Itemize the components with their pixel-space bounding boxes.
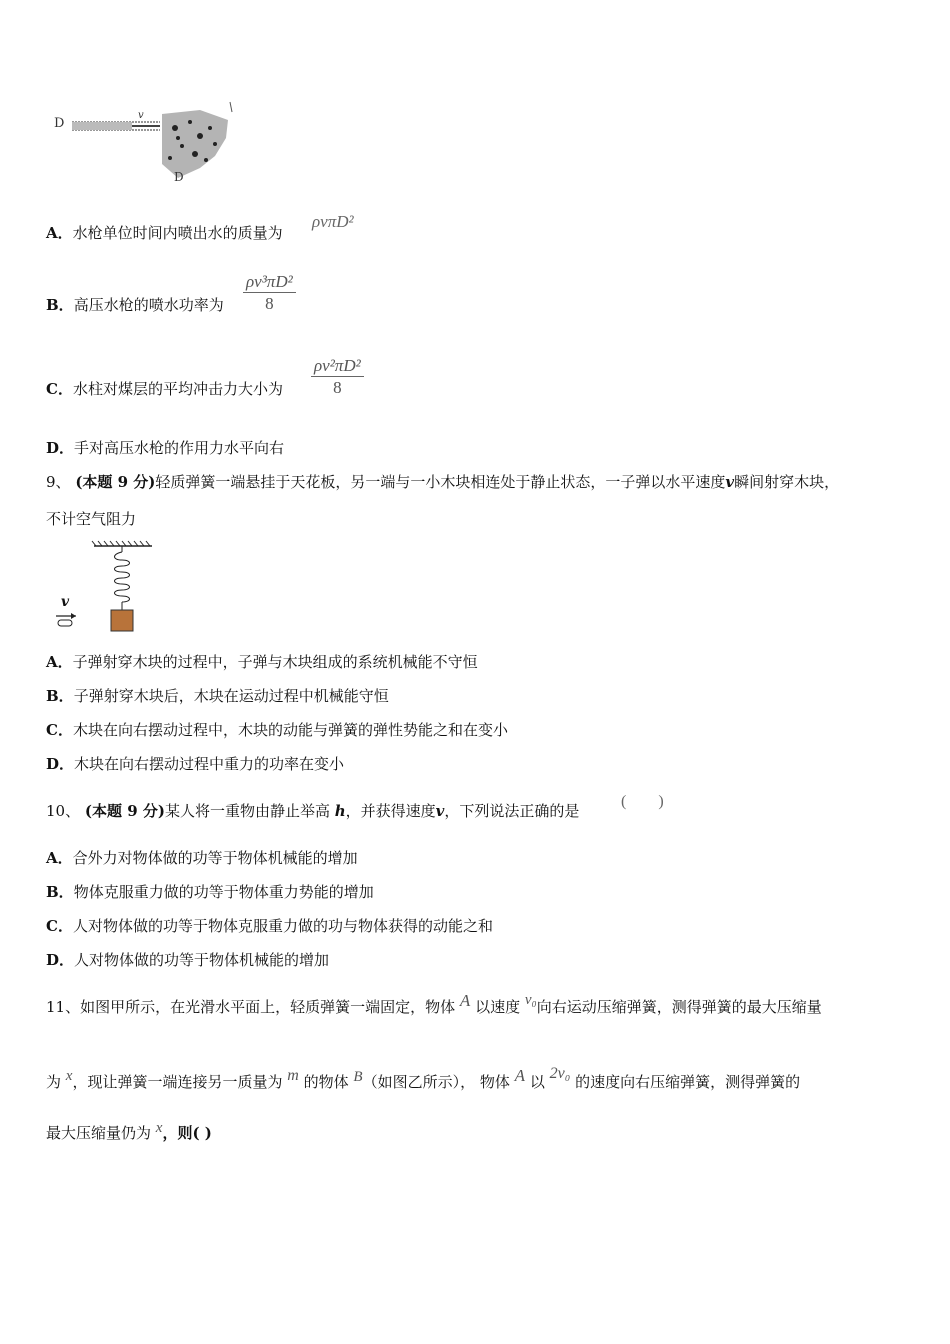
fig8-label-d-left: D bbox=[54, 116, 65, 131]
water-gun-drawing bbox=[50, 98, 240, 188]
object-a-symbol: A bbox=[514, 1066, 526, 1085]
q10-option-d bbox=[46, 949, 329, 971]
fig8-label-d-bottom: D bbox=[174, 170, 184, 184]
option-text: 人对物体做的功等于物体机械能的增加 bbox=[74, 951, 330, 969]
question-text: 的物体 bbox=[303, 1073, 349, 1091]
velocity-symbol: v bbox=[725, 473, 735, 491]
fraction-numerator: ρv²πD² bbox=[311, 356, 364, 377]
q8-a-formula: ρvπD² bbox=[312, 212, 354, 231]
question-text: 瞬间射穿木块， bbox=[734, 473, 840, 491]
x-symbol: x bbox=[65, 1068, 73, 1084]
option-label: B． bbox=[46, 883, 74, 901]
option-text: 子弹射穿木块后，木块在运动过程中机械能守恒 bbox=[73, 687, 389, 705]
x-symbol: x bbox=[155, 1120, 163, 1136]
q11-stem-line1 bbox=[46, 991, 822, 1019]
question-text: 以 bbox=[529, 1073, 545, 1091]
q8-option-b bbox=[46, 294, 224, 316]
height-symbol: h bbox=[334, 802, 346, 820]
spring-block-drawing bbox=[50, 538, 170, 638]
q8-option-d bbox=[46, 437, 284, 459]
option-text: 手对高压水枪的作用力水平向右 bbox=[74, 439, 285, 457]
v0-symbol: v₀ bbox=[524, 992, 537, 1008]
fraction-denominator: 8 bbox=[333, 378, 342, 397]
q9-stem-line2: 不计空气阻力 bbox=[46, 510, 137, 528]
option-text: 水枪单位时间内喷出水的质量为 bbox=[72, 224, 283, 242]
question-number: 9、 bbox=[46, 473, 71, 491]
object-a-symbol: A bbox=[459, 991, 471, 1010]
option-label: A． bbox=[46, 849, 73, 867]
option-label: C． bbox=[46, 380, 73, 398]
option-text: 物体克服重力做的功等于物体重力势能的增加 bbox=[73, 883, 374, 901]
spring-block-figure bbox=[50, 538, 170, 638]
fraction-denominator: 8 bbox=[265, 294, 274, 313]
q8-option-c bbox=[46, 378, 283, 400]
option-label: B． bbox=[46, 687, 74, 705]
q9-option-a bbox=[46, 651, 478, 673]
option-text: 子弹射穿木块的过程中，子弹与木块组成的系统机械能不守恒 bbox=[72, 653, 478, 671]
option-label: A． bbox=[46, 224, 73, 242]
question-text: 为 bbox=[46, 1073, 62, 1091]
m-symbol: m bbox=[287, 1067, 299, 1084]
option-text: 高压水枪的喷水功率为 bbox=[73, 296, 224, 314]
q9-stem-line1 bbox=[46, 471, 839, 493]
fraction-numerator: ρv³πD² bbox=[243, 272, 296, 293]
question-text: 最大压缩量仍为 bbox=[46, 1124, 152, 1142]
option-label: C． bbox=[46, 917, 73, 935]
question-text: 的速度向右压缩弹簧，测得弹簧的 bbox=[575, 1073, 801, 1091]
question-score: (本题 9 分) bbox=[84, 802, 165, 820]
q10-stem bbox=[46, 800, 579, 822]
option-label: D． bbox=[46, 755, 75, 773]
question-text: 向右运动压缩弹簧，测得弹簧的最大压缩量 bbox=[536, 998, 822, 1016]
q11-stem-line3 bbox=[46, 1122, 212, 1145]
q9-option-d bbox=[46, 753, 344, 775]
question-text: 某人将一重物由静止举高 bbox=[164, 802, 330, 820]
object-b-symbol: B bbox=[353, 1069, 363, 1085]
q10-option-c bbox=[46, 915, 493, 937]
question-number: 11、 bbox=[46, 998, 81, 1016]
q9-option-b bbox=[46, 685, 389, 707]
question-text: 以速度 bbox=[475, 998, 521, 1016]
velocity-symbol: v bbox=[435, 802, 445, 820]
q8-b-fraction bbox=[243, 272, 296, 315]
option-text: 合外力对物体做的功等于物体机械能的增加 bbox=[72, 849, 358, 867]
question-score: (本题 9 分) bbox=[75, 473, 156, 491]
two-v0-symbol: 2v₀ bbox=[549, 1065, 571, 1082]
option-text: 人对物体做的功等于物体克服重力做的功与物体获得的动能之和 bbox=[72, 917, 493, 935]
q8-c-fraction bbox=[311, 356, 364, 399]
water-gun-figure bbox=[50, 98, 240, 188]
fig8-label-v: v bbox=[138, 110, 144, 121]
option-text: 木块在向右摆动过程中，木块的动能与弹簧的弹性势能之和在变小 bbox=[72, 721, 508, 739]
option-label: D． bbox=[46, 951, 75, 969]
q10-answer-paren: ( ) bbox=[621, 793, 664, 810]
question-text: （如图乙所示）， 物体 bbox=[362, 1073, 510, 1091]
question-text: 轻质弹簧一端悬挂于天花板，另一端与一小木块相连处于静止状态，一子弹以水平速度 bbox=[155, 473, 726, 491]
question-text: ，下列说法正确的是 bbox=[444, 802, 580, 820]
option-label: D． bbox=[46, 439, 75, 457]
option-text: 水柱对煤层的平均冲击力大小为 bbox=[72, 380, 283, 398]
option-text: 木块在向右摆动过程中重力的功率在变小 bbox=[74, 755, 345, 773]
question-text: 如图甲所示，在光滑水平面上，轻质弹簧一端固定，物体 bbox=[80, 998, 456, 1016]
q8-option-a bbox=[46, 222, 283, 244]
question-text: ，并获得速度 bbox=[345, 802, 436, 820]
q11-stem-line2 bbox=[46, 1065, 801, 1094]
q9-option-c bbox=[46, 719, 508, 741]
option-label: B． bbox=[46, 296, 74, 314]
q10-option-a bbox=[46, 847, 358, 869]
q10-option-b bbox=[46, 881, 374, 903]
question-text: ，现让弹簧一端连接另一质量为 bbox=[72, 1073, 283, 1091]
question-number: 10、 bbox=[46, 802, 81, 820]
fig9-velocity-label: v bbox=[61, 594, 70, 610]
question-text: ，则( ) bbox=[162, 1124, 212, 1142]
option-label: C． bbox=[46, 721, 73, 739]
option-label: A． bbox=[46, 653, 73, 671]
